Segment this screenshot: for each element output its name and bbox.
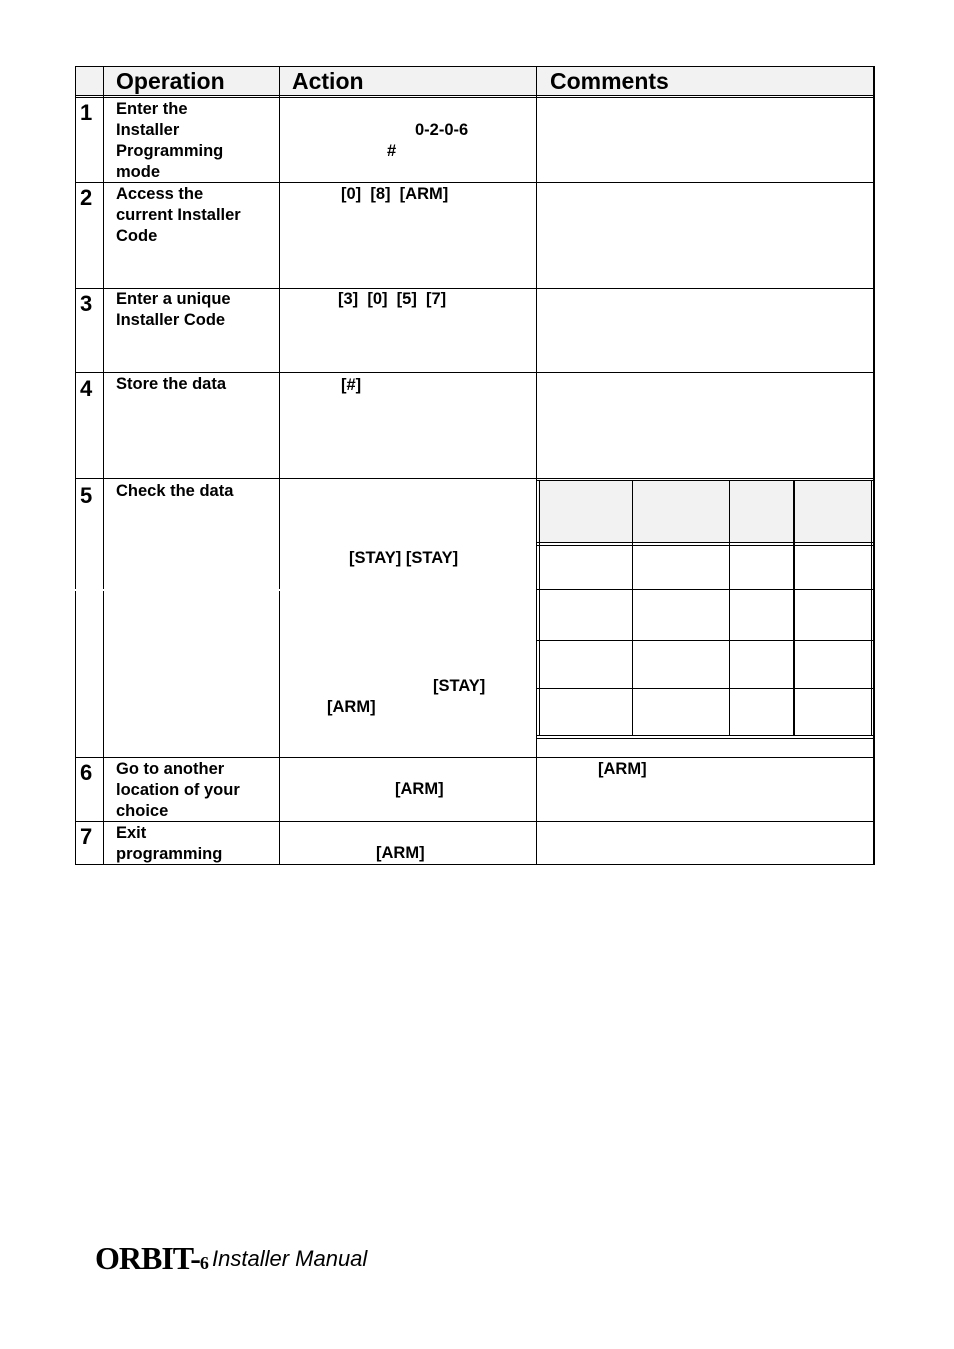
header-divider (75, 97, 875, 98)
operation-text: Enter a unique Installer Code (116, 290, 231, 329)
row-divider (75, 478, 875, 479)
table-border (75, 66, 76, 865)
column-divider (103, 66, 104, 865)
row-divider (75, 757, 875, 758)
operation-text: Access the current Installer Code (116, 185, 241, 245)
action-text: [ARM] (327, 698, 376, 716)
operation-text: Store the data (116, 375, 227, 393)
logo-six-text: 6 (199, 1253, 209, 1273)
nested-border (537, 688, 874, 689)
nested-border (537, 738, 874, 739)
nested-border (871, 480, 872, 736)
header-divider (75, 95, 875, 96)
nested-header-cell (538, 481, 872, 542)
header-comments: Comments (550, 68, 669, 94)
action-text: [3] [0] [5] [7] (338, 290, 447, 308)
header-operation: Operation (116, 68, 225, 94)
operation-text: Go to another location of your choice (116, 760, 240, 820)
comment-text: [ARM] (598, 760, 647, 778)
manual-title: Installer Manual (212, 1246, 368, 1271)
page-break-gap (74, 589, 105, 591)
row-number: 3 (80, 291, 93, 316)
row-number: 4 (80, 376, 93, 401)
nested-border (539, 480, 540, 736)
header-action: Action (292, 68, 364, 94)
nested-border (537, 545, 874, 546)
table-border (873, 66, 875, 865)
row-number: 2 (80, 185, 93, 210)
action-text: [STAY] [STAY] (349, 549, 459, 567)
row-divider (75, 372, 875, 373)
nested-border (793, 480, 795, 736)
page-break-gap (278, 589, 281, 591)
action-text: # (387, 142, 397, 160)
action-text: 0-2-0-6 (415, 121, 469, 139)
column-divider (536, 66, 537, 865)
row-number: 5 (80, 483, 93, 508)
action-text: [ARM] (395, 780, 444, 798)
nested-border (537, 480, 874, 481)
row-number: 6 (80, 760, 93, 785)
action-text: [0] [8] [ARM] (341, 185, 449, 203)
row-number: 7 (80, 824, 93, 849)
action-text: [#] (341, 376, 362, 394)
action-text: [ARM] (376, 844, 425, 862)
action-text: [STAY] (433, 677, 486, 695)
nested-border (537, 542, 874, 543)
nested-border (537, 735, 874, 736)
nested-border (729, 480, 730, 736)
logo-main-text: ORBIT- (95, 1240, 200, 1276)
operation-text: Exit programming (116, 824, 223, 863)
column-divider (279, 66, 280, 865)
nested-border (537, 589, 874, 590)
operation-text: Check the data (116, 482, 234, 500)
nested-border (632, 480, 633, 736)
row-number: 1 (80, 100, 93, 125)
nested-border (537, 640, 874, 641)
operation-text: Enter the Installer Programming mode (116, 100, 224, 181)
orbit-logo (95, 1240, 209, 1281)
